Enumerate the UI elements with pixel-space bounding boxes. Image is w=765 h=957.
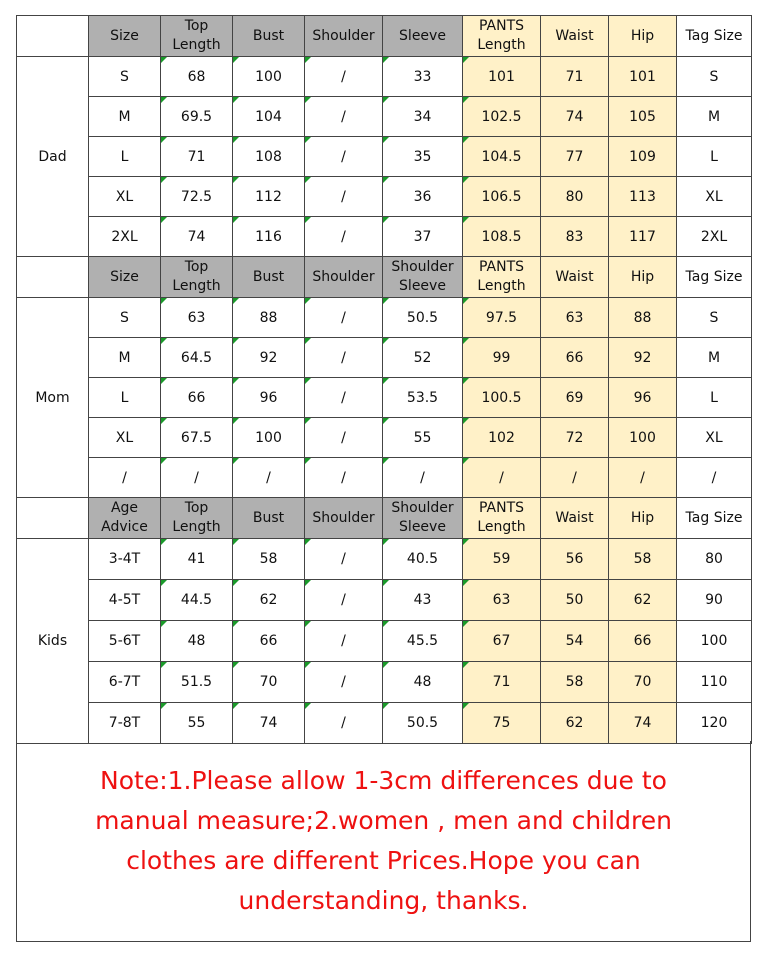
table-row (17, 621, 752, 662)
table-cell: 67.5 (161, 418, 233, 458)
table-row (17, 418, 752, 458)
table-row (17, 217, 752, 257)
size-table-body (17, 16, 752, 744)
table-cell: 34 (383, 97, 463, 137)
dad-header-cell: Sleeve (383, 16, 463, 57)
table-cell: 66 (233, 621, 305, 662)
table-cell: / (305, 217, 383, 257)
mom-group-label: Mom (17, 298, 89, 498)
table-cell: XL (89, 418, 161, 458)
table-cell: 69.5 (161, 97, 233, 137)
table-cell: 106.5 (463, 177, 541, 217)
table-cell: 62 (233, 580, 305, 621)
table-cell: 71 (541, 57, 609, 97)
table-cell: 80 (677, 539, 752, 580)
dad-header-cell: Tag Size (677, 16, 752, 57)
table-cell: 62 (609, 580, 677, 621)
table-cell: 70 (233, 662, 305, 703)
kids-header-row (17, 498, 752, 539)
table-cell: XL (677, 177, 752, 217)
table-cell: 97.5 (463, 298, 541, 338)
table-cell: 100.5 (463, 378, 541, 418)
table-cell: 92 (609, 338, 677, 378)
dad-header-cell: Waist (541, 16, 609, 57)
mom-header-row (17, 257, 752, 298)
table-cell: M (677, 338, 752, 378)
table-cell: 45.5 (383, 621, 463, 662)
table-cell: L (89, 378, 161, 418)
table-cell: 120 (677, 703, 752, 744)
table-cell: / (609, 458, 677, 498)
table-cell: 99 (463, 338, 541, 378)
table-cell: S (89, 57, 161, 97)
table-cell: M (89, 338, 161, 378)
kids-header-cell: Shoulder (305, 498, 383, 539)
table-cell: S (677, 298, 752, 338)
mom-header-blank (17, 257, 89, 298)
table-cell: 58 (541, 662, 609, 703)
kids-header-cell: Shoulder Sleeve (383, 498, 463, 539)
mom-header-cell: Size (89, 257, 161, 298)
table-cell: 35 (383, 137, 463, 177)
table-cell: / (677, 458, 752, 498)
table-cell: 43 (383, 580, 463, 621)
table-cell: / (305, 458, 383, 498)
kids-header-blank (17, 498, 89, 539)
kids-header-cell: Tag Size (677, 498, 752, 539)
mom-header-cell: PANTS Length (463, 257, 541, 298)
mom-header-cell: Tag Size (677, 257, 752, 298)
kids-header-cell: Hip (609, 498, 677, 539)
table-cell: / (161, 458, 233, 498)
table-cell: 63 (463, 580, 541, 621)
dad-header-cell: Bust (233, 16, 305, 57)
table-row (17, 662, 752, 703)
table-cell: 40.5 (383, 539, 463, 580)
table-cell: 50.5 (383, 298, 463, 338)
table-cell: M (89, 97, 161, 137)
table-cell: 92 (233, 338, 305, 378)
table-cell: 58 (609, 539, 677, 580)
table-cell: / (305, 57, 383, 97)
table-cell: / (541, 458, 609, 498)
table-cell: / (305, 662, 383, 703)
table-cell: XL (677, 418, 752, 458)
table-cell: 37 (383, 217, 463, 257)
table-cell: 96 (609, 378, 677, 418)
dad-header-cell: Hip (609, 16, 677, 57)
table-cell: 53.5 (383, 378, 463, 418)
table-cell: 88 (233, 298, 305, 338)
table-cell: 62 (541, 703, 609, 744)
table-cell: 4-5T (89, 580, 161, 621)
table-row (17, 137, 752, 177)
table-cell: 3-4T (89, 539, 161, 580)
table-cell: 117 (609, 217, 677, 257)
table-cell: 7-8T (89, 703, 161, 744)
size-chart (16, 15, 751, 744)
table-row (17, 338, 752, 378)
table-cell: S (677, 57, 752, 97)
table-cell: 64.5 (161, 338, 233, 378)
table-cell: 102 (463, 418, 541, 458)
dad-header-row (17, 16, 752, 57)
table-cell: L (89, 137, 161, 177)
table-cell: M (677, 97, 752, 137)
table-cell: 108.5 (463, 217, 541, 257)
table-cell: / (463, 458, 541, 498)
table-cell: / (305, 418, 383, 458)
dad-header-cell: Size (89, 16, 161, 57)
table-cell: / (305, 378, 383, 418)
table-cell: 71 (161, 137, 233, 177)
table-cell: 112 (233, 177, 305, 217)
table-cell: 110 (677, 662, 752, 703)
kids-header-cell: Top Length (161, 498, 233, 539)
note-box (16, 741, 751, 942)
table-row (17, 580, 752, 621)
table-cell: 74 (233, 703, 305, 744)
table-cell: 100 (677, 621, 752, 662)
dad-header-cell: PANTS Length (463, 16, 541, 57)
table-cell: 116 (233, 217, 305, 257)
table-cell: 52 (383, 338, 463, 378)
mom-header-cell: Waist (541, 257, 609, 298)
table-row (17, 97, 752, 137)
table-cell: 51.5 (161, 662, 233, 703)
table-row (17, 298, 752, 338)
table-cell: / (305, 580, 383, 621)
table-cell: 44.5 (161, 580, 233, 621)
note-text: Note:1.Please allow 1-3cm differences due to manual measure;2.women , men and children clothes are different Prices.Hope you can understanding, thanks. (95, 766, 672, 915)
mom-header-cell: Hip (609, 257, 677, 298)
table-cell: 66 (161, 378, 233, 418)
mom-header-cell: Shoulder (305, 257, 383, 298)
table-cell: 2XL (677, 217, 752, 257)
table-cell: 77 (541, 137, 609, 177)
table-cell: 113 (609, 177, 677, 217)
table-cell: 88 (609, 298, 677, 338)
table-row (17, 539, 752, 580)
table-cell: 63 (161, 298, 233, 338)
table-cell: 100 (233, 418, 305, 458)
table-cell: 55 (383, 418, 463, 458)
table-cell: 105 (609, 97, 677, 137)
table-row (17, 378, 752, 418)
table-row (17, 177, 752, 217)
table-cell: 36 (383, 177, 463, 217)
kids-group-label: Kids (17, 539, 89, 744)
table-cell: 83 (541, 217, 609, 257)
table-cell: / (233, 458, 305, 498)
table-cell: 48 (161, 621, 233, 662)
kids-header-cell: Age Advice (89, 498, 161, 539)
table-cell: 69 (541, 378, 609, 418)
table-cell: 109 (609, 137, 677, 177)
dad-group-label: Dad (17, 57, 89, 257)
table-cell: 72.5 (161, 177, 233, 217)
kids-header-cell: Bust (233, 498, 305, 539)
table-cell: 74 (609, 703, 677, 744)
table-cell: 71 (463, 662, 541, 703)
table-cell: XL (89, 177, 161, 217)
table-row (17, 703, 752, 744)
table-cell: 74 (161, 217, 233, 257)
kids-header-cell: Waist (541, 498, 609, 539)
dad-header-cell: Top Length (161, 16, 233, 57)
table-cell: 101 (609, 57, 677, 97)
table-cell: 104 (233, 97, 305, 137)
table-cell: / (305, 703, 383, 744)
table-cell: 5-6T (89, 621, 161, 662)
table-cell: 2XL (89, 217, 161, 257)
mom-header-cell: Shoulder Sleeve (383, 257, 463, 298)
table-cell: 33 (383, 57, 463, 97)
table-cell: 55 (161, 703, 233, 744)
table-cell: / (305, 137, 383, 177)
table-cell: / (305, 338, 383, 378)
table-cell: 102.5 (463, 97, 541, 137)
table-cell: 58 (233, 539, 305, 580)
dad-header-cell: Shoulder (305, 16, 383, 57)
mom-header-cell: Bust (233, 257, 305, 298)
table-row (17, 57, 752, 97)
table-cell: 50 (541, 580, 609, 621)
table-cell: 48 (383, 662, 463, 703)
table-cell: S (89, 298, 161, 338)
table-cell: 75 (463, 703, 541, 744)
table-cell: 50.5 (383, 703, 463, 744)
table-cell: 41 (161, 539, 233, 580)
table-cell: 108 (233, 137, 305, 177)
table-cell: / (305, 621, 383, 662)
table-cell: / (383, 458, 463, 498)
table-cell: / (305, 539, 383, 580)
table-cell: 72 (541, 418, 609, 458)
table-cell: 101 (463, 57, 541, 97)
table-cell: 74 (541, 97, 609, 137)
table-cell: 6-7T (89, 662, 161, 703)
table-cell: 104.5 (463, 137, 541, 177)
size-table (16, 15, 752, 744)
table-cell: / (305, 97, 383, 137)
table-cell: 100 (609, 418, 677, 458)
table-cell: 67 (463, 621, 541, 662)
table-cell: L (677, 378, 752, 418)
table-cell: 59 (463, 539, 541, 580)
table-cell: 63 (541, 298, 609, 338)
table-cell: 70 (609, 662, 677, 703)
kids-header-cell: PANTS Length (463, 498, 541, 539)
table-cell: 80 (541, 177, 609, 217)
table-row (17, 458, 752, 498)
table-cell: 96 (233, 378, 305, 418)
table-cell: / (305, 177, 383, 217)
table-cell: / (305, 298, 383, 338)
table-cell: 56 (541, 539, 609, 580)
table-cell: 66 (609, 621, 677, 662)
table-cell: 68 (161, 57, 233, 97)
table-cell: 54 (541, 621, 609, 662)
table-cell: L (677, 137, 752, 177)
dad-header-blank (17, 16, 89, 57)
table-cell: 90 (677, 580, 752, 621)
table-cell: 100 (233, 57, 305, 97)
table-cell: / (89, 458, 161, 498)
mom-header-cell: Top Length (161, 257, 233, 298)
table-cell: 66 (541, 338, 609, 378)
